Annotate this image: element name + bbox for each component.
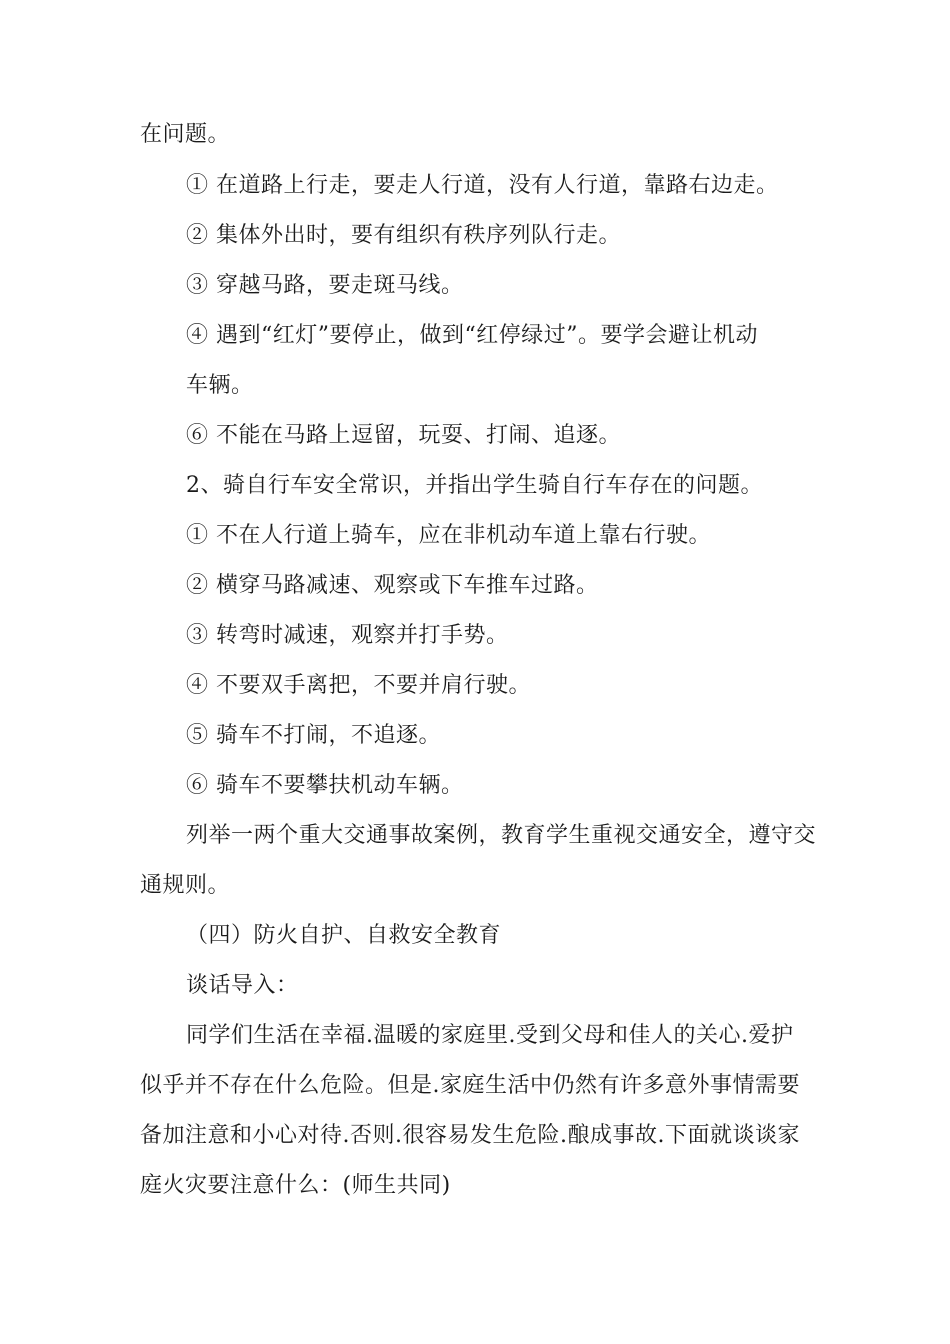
text-line-15: 列举一两个重大交通事故案例，教育学生重视交通安全，遵守交 (186, 823, 817, 848)
text-line-5: ④ 遇到“红灯”要停止，做到“红停绿过”。要学会避让机动 (186, 323, 758, 348)
text-line-7: ⑥ 不能在马路上逗留，玩耍、打闹、追逐。 (186, 423, 621, 448)
text-line-22: 庭火灾要注意什么：(师生共同) (140, 1173, 451, 1198)
text-line-8: 2、骑自行车安全常识，并指出学生骑自行车存在的问题。 (186, 473, 763, 498)
text-line-9: ① 不在人行道上骑车，应在非机动车道上靠右行驶。 (186, 523, 711, 548)
text-line-14: ⑥ 骑车不要攀扶机动车辆。 (186, 773, 464, 798)
text-line-19: 同学们生活在幸福.温暖的家庭里.受到父母和佳人的关心.爱护 (186, 1023, 794, 1048)
text-line-6: 车辆。 (186, 373, 254, 398)
text-line-2: ① 在道路上行走，要走人行道，没有人行道，靠路右边走。 (186, 173, 779, 198)
text-line-3: ② 集体外出时，要有组织有秩序列队行走。 (186, 223, 621, 248)
text-line-12: ④ 不要双手离把，不要并肩行驶。 (186, 673, 531, 698)
text-line-16: 通规则。 (140, 873, 231, 898)
text-line-18: 谈话导入： (186, 973, 299, 998)
text-line-20: 似乎并不存在什么危险。但是.家庭生活中仍然有许多意外事情需要 (140, 1073, 800, 1098)
text-line-13: ⑤ 骑车不打闹，不追逐。 (186, 723, 441, 748)
text-line-1: 在问题。 (140, 122, 231, 147)
text-line-10: ② 横穿马路减速、观察或下车推车过路。 (186, 573, 599, 598)
text-line-21: 备加注意和小心对待.否则.很容易发生危险.酿成事故.下面就谈谈家 (140, 1123, 800, 1148)
text-line-4: ③ 穿越马路，要走斑马线。 (186, 273, 464, 298)
text-line-11: ③ 转弯时减速，观察并打手势。 (186, 623, 509, 648)
section-heading: （四）防火自护、自救安全教育 (186, 923, 502, 948)
